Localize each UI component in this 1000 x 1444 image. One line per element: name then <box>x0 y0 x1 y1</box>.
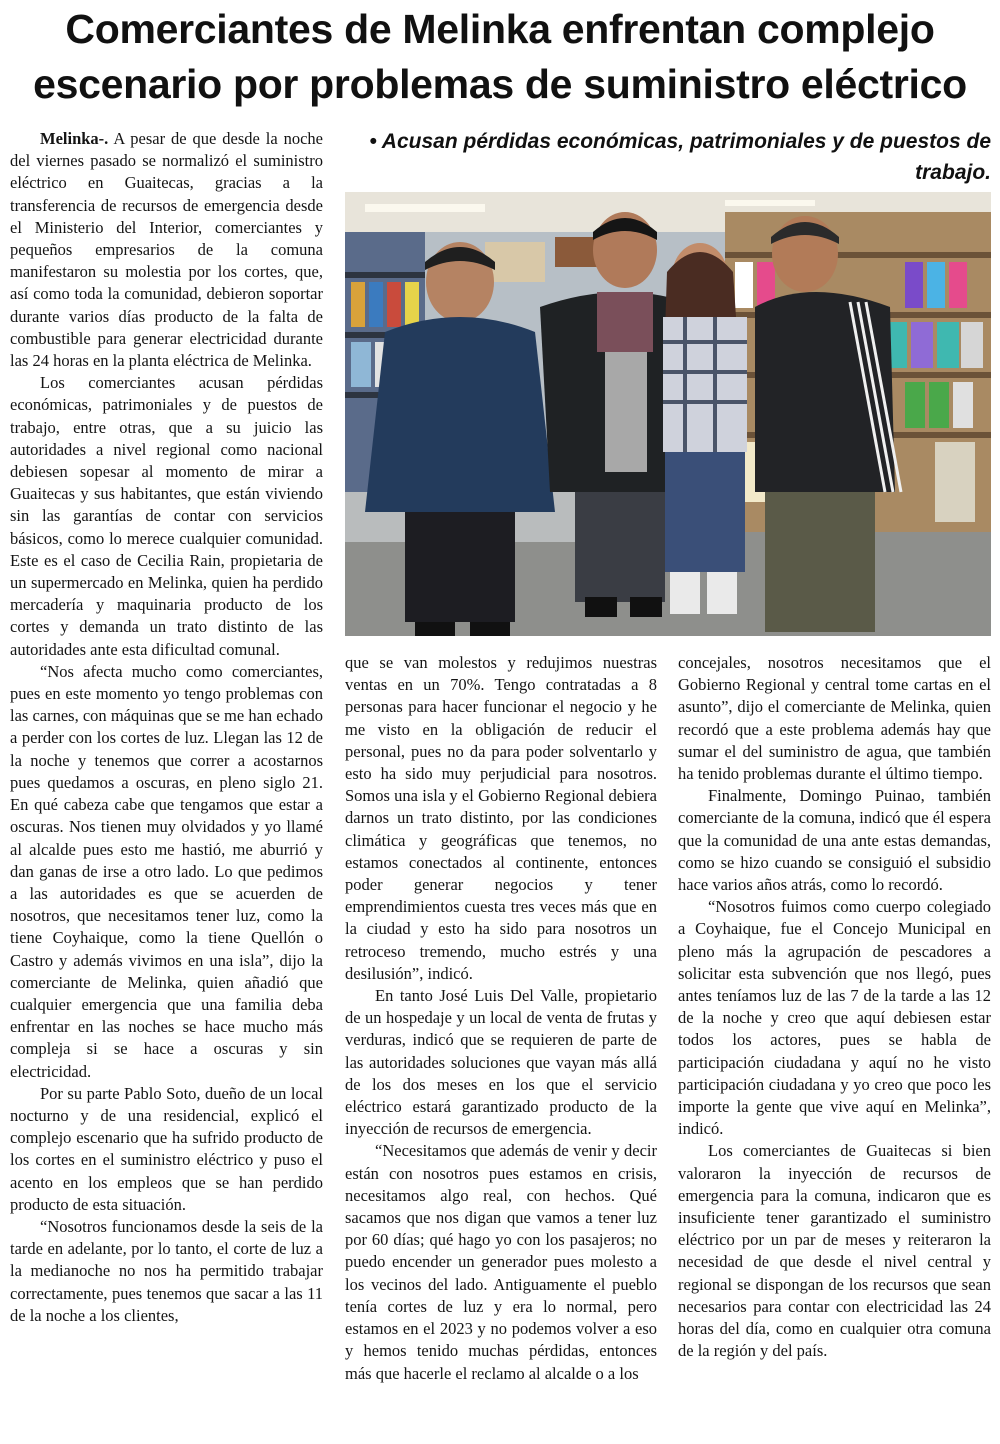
article-column-1 <box>10 128 323 1327</box>
paragraph: En tanto José Luis Del Valle, propietario de un hospedaje y un local de venta de frutas y verduras, indicó que se requieren de parte de las autoridades soluciones que vayan más allá de los dos meses en los que el servicio eléctrico estará garantizado producto de la inyección de recursos de emergencia. <box>345 986 657 1139</box>
subheadline: • Acusan pérdidas económicas, patrimoniales y de puestos de trabajo. <box>369 130 991 184</box>
dateline: Melinka-. <box>40 129 109 148</box>
headline-line-1: Comerciantes de Melinka enfrentan complejo <box>65 6 935 52</box>
headline <box>8 2 992 112</box>
store-interior-illustration <box>345 192 991 636</box>
paragraph-text: A pesar de que desde la noche del viernes pasado se normalizó el suministro eléctrico en Guaitecas, gracias a la transferencia de recursos de emergencia desde el Ministerio del Interior, comerciantes y pequeños empresarios de la comuna manifestaron su molestia por los cortes, que, así como toda la comunidad, debieron soportar durante varios días producto de la falta de combustible para generar electricidad durante las 24 horas en la planta eléctrica de Melinka. <box>10 129 324 371</box>
paragraph: “Nosotros funcionamos desde la seis de la tarde en adelante, por lo tanto, el corte de luz a la medianoche no nos ha permitido trabajar correctamente, pues tenemos que sacar a las 11 de la noche a los clientes, <box>10 1216 323 1325</box>
article-photo <box>345 192 991 636</box>
paragraph: “Nosotros fuimos como cuerpo colegiado a Coyhaique, fue el Concejo Municipal en pleno más la agrupación de pescadores a solicitar esta subvención que nos llegó, pues antes teníamos luz de las 7 de la tarde a las 12 de la noche y creo que aquí debiesen estar todos los actores, pues se habla de participación ciudadana y aquí no he visto participación ciudadana y yo creo que poco les importe la gente que vive aquí en Melinka”, indicó. <box>678 897 991 1139</box>
paragraph: Finalmente, Domingo Puinao, también comerciante de la comuna, indicó que él espera que la comunidad de una ante estas demandas, como se hizo cuando se consiguió el subsidio hace varios años atrás, como lo recordó. <box>678 786 991 895</box>
paragraph: Los comerciantes acusan pérdidas económicas, patrimoniales y de puestos de trabajo, entre otras, que a su juicio las autoridades a nivel regional como nacional debiesen sopesar al momento de mirar a Guaitecas y sus habitantes, que están viviendo sin las garantías de contar con servicios básicos, como lo merece cualquier comunidad. Este es el caso de Cecilia Rain, propietaria de un supermercado en Melinka, quien ha perdido mercadería y maquinaria producto de los cortes y demanda un trato distinto de las autoridades ante esta dificultad comunal. <box>10 373 323 659</box>
paragraph: que se van molestos y redujimos nuestras ventas en un 70%. Tengo contratadas a 8 personas para hacer funcionar el negocio y he me visto en la obligación de reducir el personal, pues no da para poder solventarlo y esto ha sido muy perjudicial para nosotros. Somos una isla y el Gobierno Regional debiera darnos un trato distinto, por las condiciones climática y geográficas que tenemos, no estamos conectados al continente, entonces poder generar negocios y tener emprendimientos cuesta tres veces más que en la ciudad y esto ha sido para nosotros un retroceso tremendo, mucho estrés y una desilusión”, indicó. <box>345 653 657 983</box>
paragraph: “Necesitamos que además de venir y decir están con nosotros pues estamos en crisis, necesitamos algo real, con hechos. Qué sacamos que nos digan que vamos a tener luz por 60 días; qué hago yo con los pasajeros; no puedo encender un generador pues molesto a los vecinos del lado. Antiguamente el pueblo tenía cortes de luz y era lo normal, pero estamos en el 2023 y no podemos volver a eso y hemos tenido muchas pérdidas, entonces más que hacerle el reclamo al alcalde o a los <box>345 1141 657 1383</box>
article-column-2 <box>345 652 657 1385</box>
article-column-3 <box>678 652 991 1363</box>
paragraph: “Nos afecta mucho como comerciantes, pues en este momento yo tengo problemas con las carnes, con máquinas que se me han echado a perder con los cortes de luz. Llegan las 12 de la noche y tenemos que correr a acostarnos pues quedamos a oscuras, en pleno siglo 21. En qué cabeza cabe que tengamos que estar a oscuras. Nos tienen muy olvidados y yo llamé al alcalde pues esto me hastió, me aburrió y dan ganas de irse a otro lado. Lo que pedimos a las autoridades es que se acuerden de nosotros, que necesitamos tener luz, como la tiene Coyhaique, como la tiene Quellón o Castro y además vivimos en una isla”, dijo la comerciante de Melinka, quien añadió que cualquier emergencia que una familia deba enfrentar en las noches se hace mucho más compleja si se hace a oscuras y sin electricidad. <box>10 661 323 1081</box>
paragraph <box>10 128 323 372</box>
headline-line-2: escenario por problemas de suministro eléctrico <box>33 61 967 107</box>
paragraph: Por su parte Pablo Soto, dueño de un local nocturno y de una residencial, explicó el complejo escenario que ha sufrido producto de los cortes en el suministro eléctrico y puso el acento en los empleos que se han perdido producto de esta situación. <box>10 1083 323 1214</box>
paragraph: concejales, nosotros necesitamos que el Gobierno Regional y central tome cartas en el asunto”, dijo el comerciante de Melinka, quien recordó que a este problema además hay que sumar el del suministro de agua, que también ha tenido problemas durante el último tiempo. <box>678 653 991 784</box>
paragraph: Los comerciantes de Guaitecas si bien valoraron la inyección de recursos de emergencia para la comuna, indicaron que es insuficiente tener garantizado el suministro eléctrico por un par de meses y reiteraron la necesidad de que desde el nivel central y regional se dispongan de los recursos que sean necesarios para contar con electricidad las 24 horas del día, como en cualquier otra comuna de la región y del país. <box>678 1141 991 1361</box>
